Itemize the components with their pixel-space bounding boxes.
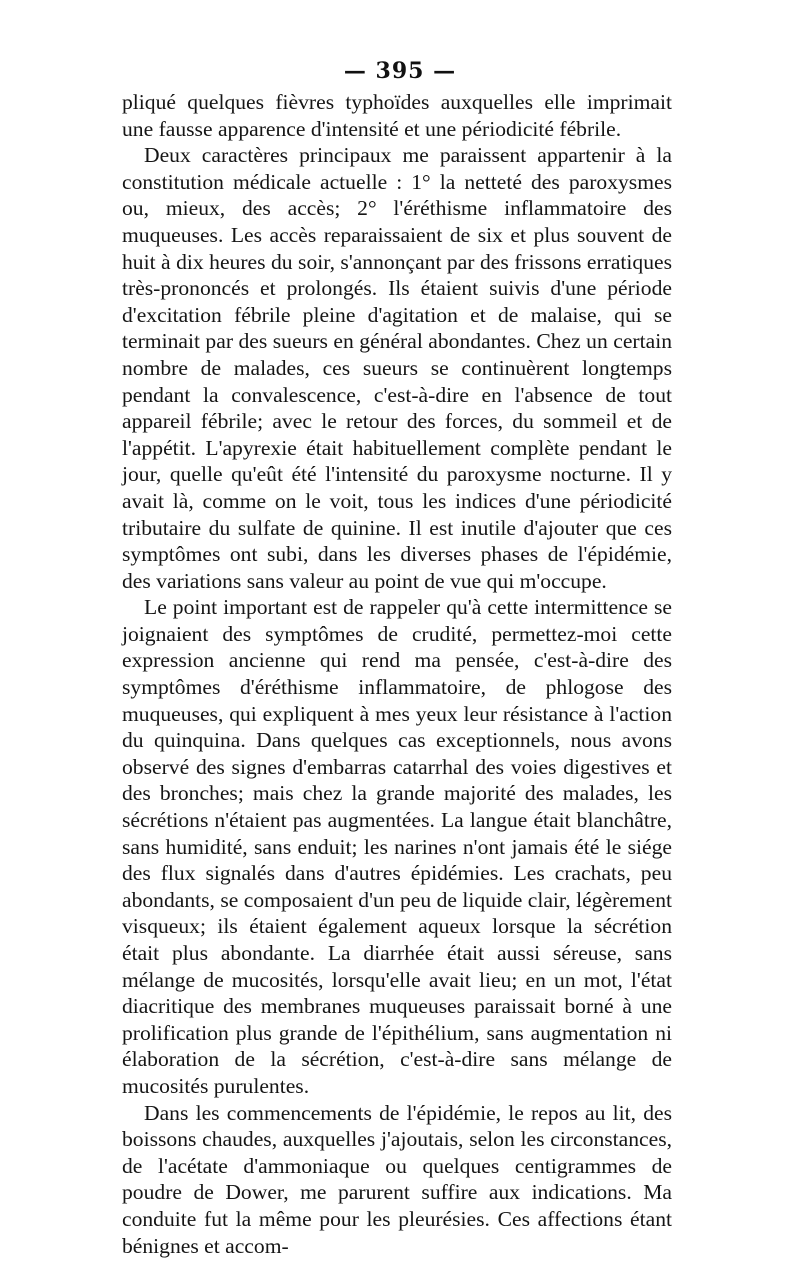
paragraph-continuation: pliqué quelques fièvres typhoïdes auxquelles elle imprimait une fausse apparence d'intensité et une périodicité fébrile. xyxy=(122,90,672,141)
page-number: — 395 — xyxy=(343,58,457,84)
paragraph-intermittence: Le point important est de rappeler qu'à cette intermittence se joignaient des symptômes de crudité, permettez-moi cette expression ancienne qui rend ma pensée, c'est-à-dire des symptômes d'éréthisme inflammatoire, de phlogose des muqueuses, qui expliquent à mes yeux leur résistance à l'action du quinquina. Dans quelques cas exceptionnels, nous avons observé des signes d'embarras catarrhal des voies digestives et des bronches; mais chez la grande majorité des malades, les sécrétions n'étaient pas augmentées. La langue était blanchâtre, sans humidité, sans enduit; les narines n'ont jamais été le siége des flux signalés dans d'autres épidémies. Les crachats, peu abondants, se composaient d'un peu de liquide clair, légèrement visqueux; ils étaient également aqueux lorsque la sécrétion était plus abondante. La diarrhée était aussi séreuse, sans mélange de mucosités, lorsqu'elle avait lieu; en un mot, l'état diacritique des membranes muqueuses paraissait borné à une prolification plus grande de l'épithélium, sans augmentation ni élaboration de la sécrétion, c'est-à-dire sans mélange de mucosités purulentes. xyxy=(122,595,672,1098)
paragraph-treatment: Dans les commencements de l'épidémie, le repos au lit, des boissons chaudes, auxquelles j'ajoutais, selon les circonstances, de l'acétate d'ammoniaque ou quelques centigrammes de poudre de Dower, me parurent suffire aux indications. Ma conduite fut la même pour les pleurésies. Ces affections étant bénignes et accom- xyxy=(122,1100,672,1258)
paragraph-constitution: Deux caractères principaux me paraissent appartenir à la constitution médicale actuelle : 1° la netteté des paroxysmes ou, mieux, des accès; 2° l'éréthisme inflammatoire des muqueuses. Les accès reparaissaient de six et plus souvent de huit à dix heures du soir, s'annonçant par des frissons erratiques très-prononcés et prolongés. Ils étaient suivis d'une période d'excitation fébrile pleine d'agitation et de malaise, qui se terminait par des sueurs en général abondantes. Chez un certain nombre de malades, ces sueurs se continuèrent longtemps pendant la convalescence, c'est-à-dire en l'absence de tout appareil fébrile; avec le retour des forces, du sommeil et de l'appétit. L'apyrexie était habituellement complète pendant le jour, quelle qu'eût été l'intensité du paroxysme nocturne. Il y avait là, comme on le voit, tous les indices d'une périodicité tributaire du sulfate de quinine. Il est inutile d'ajouter que ces symptômes ont subi, dans les diverses phases de l'épidémie, des variations sans valeur au point de vue qui m'occupe. xyxy=(122,143,672,593)
body-text xyxy=(122,89,672,1259)
